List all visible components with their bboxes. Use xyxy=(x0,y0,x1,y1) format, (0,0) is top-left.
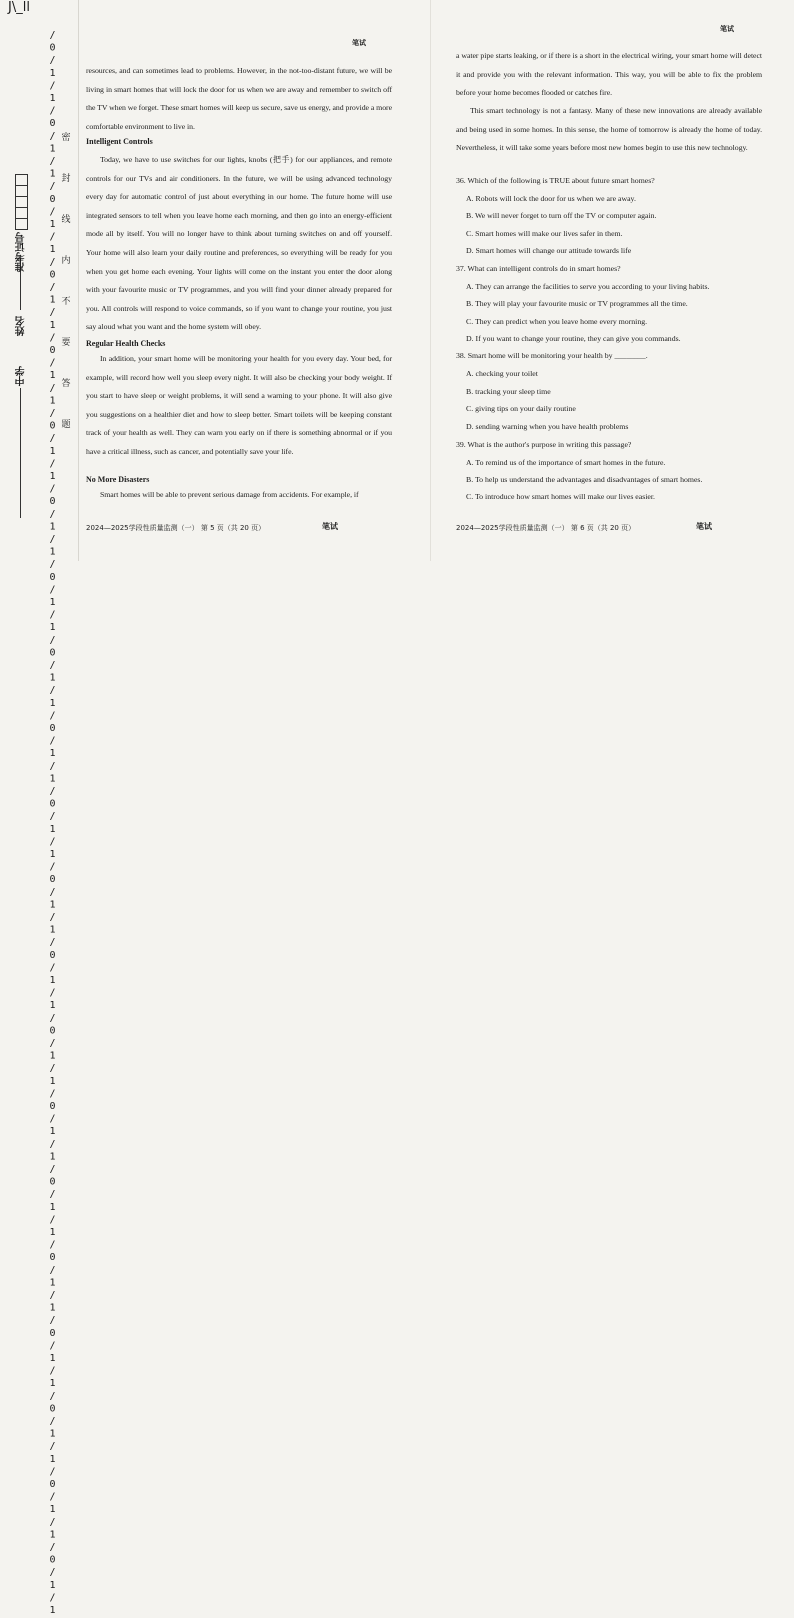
answer-option[interactable]: C. To introduce how smart homes will make our lives easier. xyxy=(466,492,655,501)
answer-option[interactable]: B. tracking your sleep time xyxy=(466,387,551,396)
passage-paragraph: This smart technology is not a fantasy. Many of these new innovations are already available and being used in some homes. In this sense, the home of tomorrow is already the home of today. Nevertheless, it will take some years before most new homes begin to use this new technology. xyxy=(456,106,762,153)
passage-paragraph: Smart homes will be able to prevent serious damage from accidents. For example, if xyxy=(100,490,359,499)
answer-option[interactable]: A. checking your toilet xyxy=(466,369,538,378)
school-label: 中学 xyxy=(16,366,27,386)
page-footer: 2024—2025学段性质量监测（一） 第 6 页（共 20 页） xyxy=(456,524,636,532)
seal-char: 要 xyxy=(61,338,71,348)
passage-paragraph: Today, we have to use switches for our lights, knobs (把手) for our appliances, and remote controls for our TVs and air conditioners. In the future, we will be using advanced technology every day for automatic control of just about everything in our home. The future home will use integrated sensors to tell when you leave home each morning, and then go into an energy-efficient mode all by itself. You will no longer have to think about turning switches on and off yourself. Your home will also learn your daily routine and preferences, so everything will be ready for you when you get home each evening. Your lights will come on the instant you enter the door along with your favourite music or TV programmes, and you will find your dinner already prepared for you. All controls will respond to voice commands, so if you want to change your routine, you just say aloud what you want and the home system will obey. xyxy=(86,155,392,332)
answer-option[interactable]: D. If you want to change your routine, they can give you commands. xyxy=(466,334,681,343)
page-header-tag: 笔试 xyxy=(720,25,734,33)
passage-paragraph: a water pipe starts leaking, or if there is a short in the electrical wiring, your smart home will detect it and provide you with the relevant information. This way, you will be able to fix the problem before your home becomes flooded or catches fire. xyxy=(456,51,762,98)
digit-box[interactable] xyxy=(15,218,28,230)
answer-option[interactable]: D. sending warning when you have health problems xyxy=(466,422,629,431)
name-label: 姓名 xyxy=(16,316,27,336)
section-heading: Regular Health Checks xyxy=(86,339,166,348)
answer-option[interactable]: B. We will never forget to turn off the TV or computer again. xyxy=(466,211,657,220)
answer-option[interactable]: D. Smart homes will change our attitude towards life xyxy=(466,246,632,255)
seal-line xyxy=(59,130,73,430)
question-stem: 39. What is the author's purpose in writing this passage? xyxy=(456,440,632,449)
section-heading: Intelligent Controls xyxy=(86,137,153,146)
seal-char: 不 xyxy=(61,297,71,307)
page-divider xyxy=(430,0,431,561)
answer-option[interactable]: B. To help us understand the advantages and disadvantages of smart homes. xyxy=(466,475,703,484)
passage-paragraph: resources, and can sometimes lead to problems. However, in the not-too-distant future, we will be living in smart homes that will lock the door for us when we are away and remember to switch off the TV when we forget. These smart homes will keep us secure, save us energy, and provide a more comfortable environment to live in. xyxy=(86,66,392,131)
binding-strip xyxy=(0,0,79,1618)
footer-tag: 笔试 xyxy=(696,522,712,531)
exam-number-boxes xyxy=(15,174,27,229)
exam-number-label: 准考证号 xyxy=(16,232,27,272)
page-5 xyxy=(86,0,394,561)
answer-option[interactable]: A. To remind us of the importance of smart homes in the future. xyxy=(466,458,666,467)
page-footer: 2024—2025学段性质量监测（一） 第 5 页（共 20 页） xyxy=(86,524,266,532)
answer-option[interactable]: C. They can predict when you leave home every morning. xyxy=(466,317,648,326)
question-stem: 36. Which of the following is TRUE about future smart homes? xyxy=(456,176,655,185)
answer-option[interactable]: A. Robots will lock the door for us when we are away. xyxy=(466,194,636,203)
school-line xyxy=(20,388,21,518)
seal-char: 线 xyxy=(61,215,71,225)
cut-line: /0/1/1/0/1/1/0/1/1/0/1/1/0/1/1/0/1/1/0/1/1/0/1/1/0/1/1/0/1/1/0/1/1/0/1/1/0/1/1/0/1/1/0/1/1/0/1/1/0/1/1/0/1/1/0/1/1/0/1/1/0/1/1 xyxy=(47,30,58,1618)
footer-tag: 笔试 xyxy=(322,522,338,531)
answer-option[interactable]: C. giving tips on your daily routine xyxy=(466,404,576,413)
answer-option[interactable]: C. Smart homes will make our lives safer in them. xyxy=(466,229,623,238)
seal-char: 答 xyxy=(61,379,71,389)
seal-char: 题 xyxy=(61,420,71,430)
question-stem: 38. Smart home will be monitoring your health by ________. xyxy=(456,351,648,360)
question-stem: 37. What can intelligent controls do in smart homes? xyxy=(456,264,621,273)
answer-option[interactable]: B. They will play your favourite music or TV programmes all the time. xyxy=(466,299,688,308)
seal-char: 密 xyxy=(61,133,71,143)
seal-char: 封 xyxy=(61,174,71,184)
corner-mark: J\_ll xyxy=(8,0,30,15)
page-header-tag: 笔试 xyxy=(352,39,366,47)
answer-option[interactable]: A. They can arrange the facilities to serve you according to your living habits. xyxy=(466,282,710,291)
seal-char: 内 xyxy=(61,256,71,266)
passage-paragraph: In addition, your smart home will be monitoring your health for you every day. Your bed, for example, will record how well you sleep every night. It will also be checking your body weight. If you start to have sleep or weight problems, it will send a warning to your phone. It will also give you suggestions on a healthier diet and how to sleep better. Smart toilets will be keeping constant track of your health as well. They can warn you early on if there is something abnormal or if you have a critical illness, such as cancer, and potentially save your life. xyxy=(86,354,392,456)
section-heading: No More Disasters xyxy=(86,475,150,484)
page-6 xyxy=(452,0,770,561)
